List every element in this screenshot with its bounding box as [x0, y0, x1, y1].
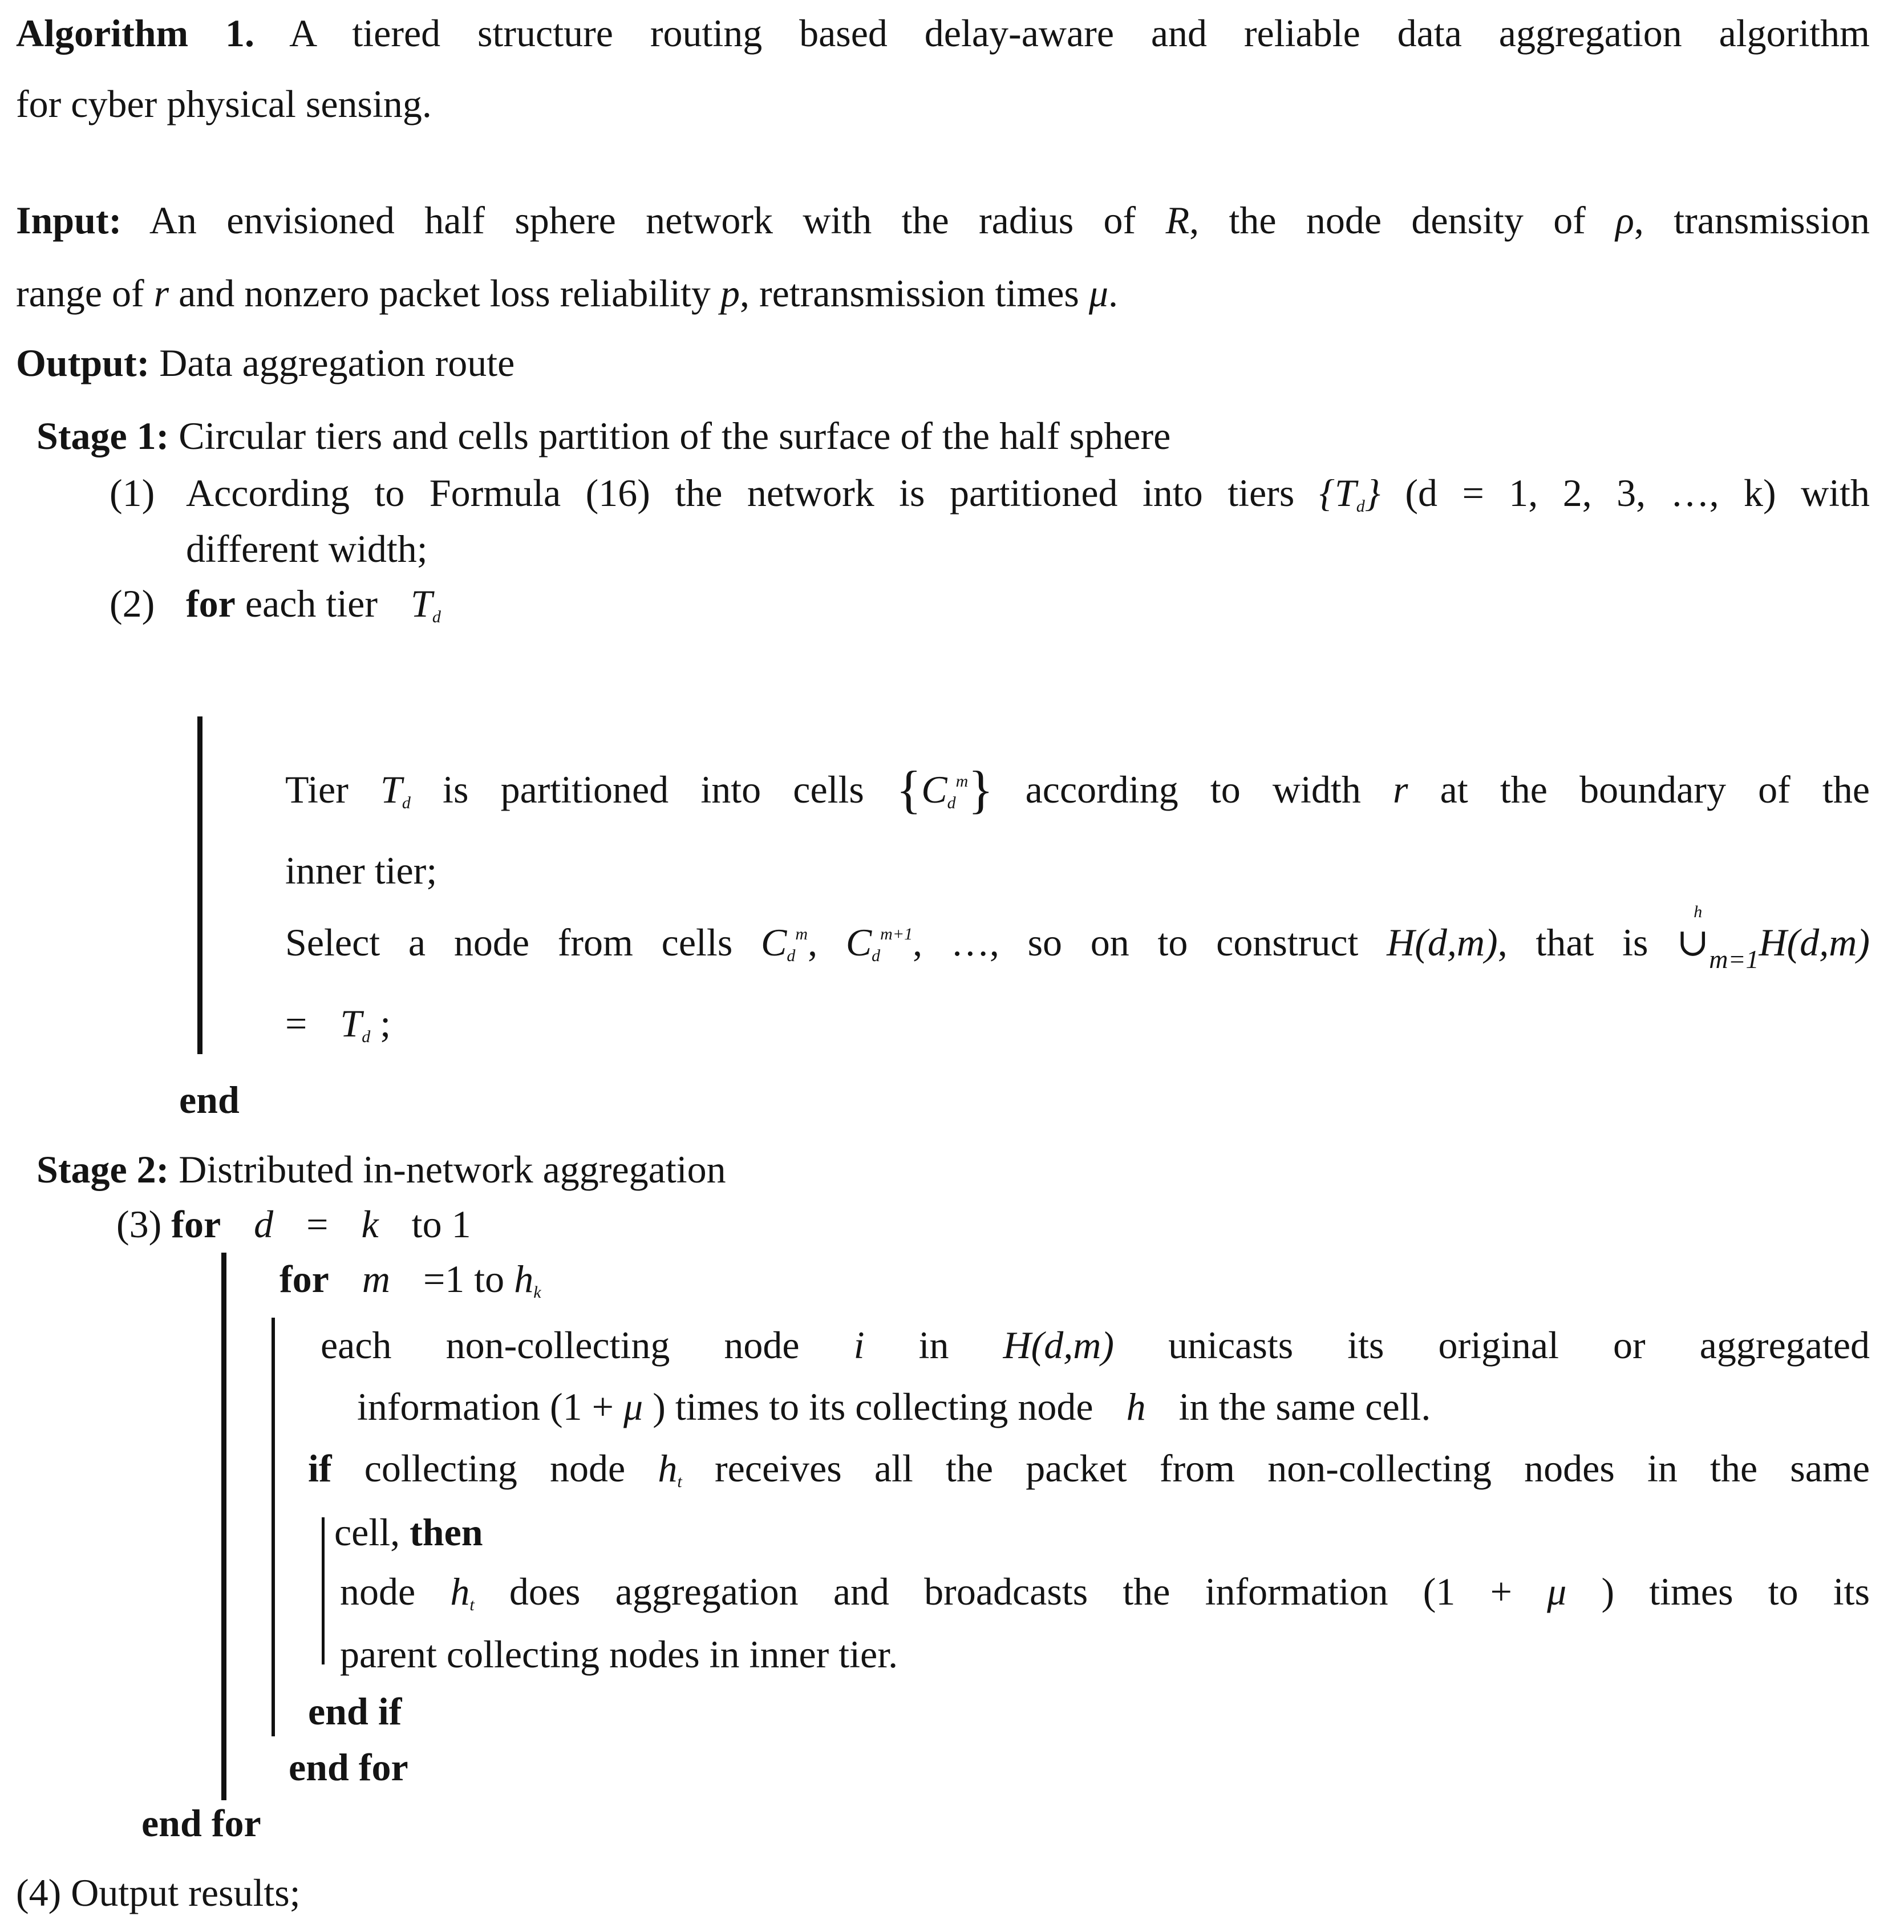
- info-mu: μ: [623, 1385, 643, 1428]
- outer-to: to 1: [411, 1202, 471, 1246]
- step1-text-b: (d = 1, 2, 3, …, k) with: [1405, 471, 1870, 515]
- each-text-a: each non-collecting node: [321, 1323, 800, 1367]
- node-h: $h_t$: [450, 1570, 475, 1614]
- algorithm-title-line2: [16, 84, 432, 123]
- stage1-body-line1: [285, 760, 1870, 819]
- node-line2: parent collecting nodes in inner tier.: [340, 1633, 898, 1676]
- var-r: r: [153, 272, 169, 315]
- body2-H: H(d,m): [1387, 921, 1498, 964]
- body1-text-c: according to width: [1025, 768, 1361, 811]
- var-rho: ρ: [1615, 199, 1634, 242]
- each-text-c: unicasts its original or aggregated: [1168, 1323, 1870, 1367]
- algorithm-title: A tiered structure routing based delay-aware and reliable data aggregation algorithm: [289, 11, 1870, 55]
- cell-then-line: [334, 1510, 483, 1554]
- body1-width-var: r: [1393, 768, 1408, 811]
- step2-text: each tier: [245, 582, 378, 625]
- cell-c2: $C_d^{m+1}$: [845, 921, 913, 965]
- if-h: $h_t$: [658, 1447, 682, 1491]
- step1-line2: different width;: [186, 527, 428, 570]
- input-text-1b: , the node density of: [1189, 199, 1586, 242]
- inner-for-keyword: for: [279, 1257, 329, 1301]
- input-text-2a: range of: [16, 272, 144, 315]
- node-text-a: node: [340, 1570, 416, 1613]
- if-text-a: collecting node: [364, 1447, 626, 1490]
- stage1-body-line2: inner tier;: [285, 849, 437, 892]
- info-text-c: in the same cell.: [1178, 1385, 1431, 1428]
- input-label: Input:: [16, 199, 122, 242]
- inner-loop-bar: [272, 1318, 275, 1736]
- input-text-1a: An envisioned half sphere network with the radius of: [149, 199, 1136, 242]
- cell-c1: $C_d^m$: [761, 921, 808, 965]
- input-text-1c: , transmission: [1634, 199, 1870, 242]
- each-line2: [357, 1387, 1431, 1426]
- outer-eq: =: [306, 1202, 329, 1246]
- body2-text-a: Select a node from cells: [285, 921, 733, 964]
- info-text-b: ) times to its collecting node: [653, 1385, 1093, 1428]
- each-text-b: in: [918, 1323, 949, 1367]
- body3-eq: =: [285, 1002, 307, 1045]
- body3-end: ;: [380, 1002, 391, 1045]
- outer-for-keyword: for: [171, 1202, 221, 1246]
- inner-var-m: m: [362, 1257, 390, 1301]
- step2-line: [186, 584, 441, 626]
- body1-text-a: Tier: [285, 768, 349, 811]
- if-line: [308, 1449, 1870, 1490]
- inner-for-line: [279, 1259, 541, 1301]
- node-var-i: i: [853, 1323, 865, 1367]
- algorithm-title-line1: [16, 11, 1870, 55]
- stage1-loop-bar: [197, 716, 202, 1054]
- body1-text-d: at the boundary of the: [1440, 768, 1870, 811]
- node-line1: [340, 1572, 1870, 1614]
- output-text: Data aggregation route: [159, 341, 515, 384]
- body2-comma: ,: [808, 921, 818, 964]
- stage1-end: end: [179, 1078, 240, 1121]
- output-label: Output:: [16, 341, 150, 384]
- cell-set: $\{C_d^m\}$: [896, 760, 994, 819]
- stage2-title: Distributed in-network aggregation: [179, 1148, 726, 1191]
- outer-var-k: k: [361, 1202, 379, 1246]
- input-line1: [16, 201, 1870, 240]
- var-R: R: [1165, 199, 1190, 242]
- if-keyword: if: [308, 1447, 332, 1490]
- union-expression: ∪ h $_{m=1}$: [1676, 902, 1759, 974]
- body1-text-b: is partitioned into cells: [443, 768, 864, 811]
- each-line1: [321, 1323, 1870, 1367]
- step2-number: (2): [110, 582, 155, 625]
- step1-text-a: According to Formula (16) the network is partitioned into tiers: [186, 471, 1295, 515]
- node-text-c: ) times to its: [1601, 1570, 1870, 1613]
- output-line: [16, 343, 515, 382]
- stage1-body-line4: [285, 1004, 391, 1046]
- input-text-2d: .: [1108, 272, 1119, 315]
- node-text-b: does aggregation and broadcasts the information (1 +: [509, 1570, 1512, 1613]
- for-keyword: for: [186, 582, 236, 625]
- outer-loop-bar: [221, 1253, 226, 1800]
- algorithm-title-cont: for cyber physical sensing.: [16, 82, 432, 125]
- inner-var-h: $h_k$: [514, 1257, 541, 1302]
- if-text-b: receives all the packet from non-collecting nodes in the same: [714, 1447, 1870, 1490]
- step1-line1: [186, 473, 1870, 515]
- info-h: h: [1126, 1385, 1146, 1428]
- body1-tier-var: $T_d$: [380, 768, 411, 812]
- tier-var: $T_d$: [410, 582, 441, 626]
- node-mu: μ: [1547, 1570, 1567, 1613]
- tier-set: $\{T_d\}$: [1319, 471, 1380, 516]
- cell-text: cell,: [334, 1510, 400, 1554]
- step3-number: (3): [116, 1202, 162, 1246]
- end-for-inner: end for: [289, 1745, 408, 1789]
- outer-var-d: d: [254, 1202, 274, 1246]
- stage2-heading: [37, 1150, 726, 1189]
- step4-line: (4) Output results;: [16, 1871, 301, 1914]
- stage1-title: Circular tiers and cells partition of the surface of the half sphere: [179, 414, 1171, 457]
- info-text-a: information (1 +: [357, 1385, 614, 1428]
- input-line2: [16, 274, 1118, 313]
- step1-number: (1): [110, 471, 155, 515]
- algorithm-label: Algorithm 1.: [16, 11, 255, 55]
- input-text-2c: , retransmission times: [739, 272, 1079, 315]
- end-for-outer: end for: [141, 1801, 261, 1845]
- end-if: end if: [308, 1690, 402, 1733]
- body2-H2: H(d,m): [1759, 921, 1870, 964]
- input-text-2b: and nonzero packet loss reliability: [179, 272, 711, 315]
- each-H: H(d,m): [1003, 1323, 1115, 1367]
- var-mu: μ: [1088, 272, 1109, 315]
- body3-T: $T_d$: [340, 1002, 371, 1046]
- if-block-bar: [322, 1517, 325, 1664]
- stage1-label: Stage 1:: [37, 414, 169, 457]
- body2-text-b: , …, so on to construct: [913, 921, 1359, 964]
- step3-line: [116, 1202, 471, 1246]
- stage1-body-line3: [285, 902, 1870, 974]
- inner-eq-to: =1 to: [423, 1257, 505, 1301]
- stage1-heading: [37, 416, 1170, 455]
- var-p: p: [720, 272, 740, 315]
- body2-text-c: , that is: [1497, 921, 1648, 964]
- stage2-label: Stage 2:: [37, 1148, 169, 1191]
- then-keyword: then: [410, 1510, 483, 1554]
